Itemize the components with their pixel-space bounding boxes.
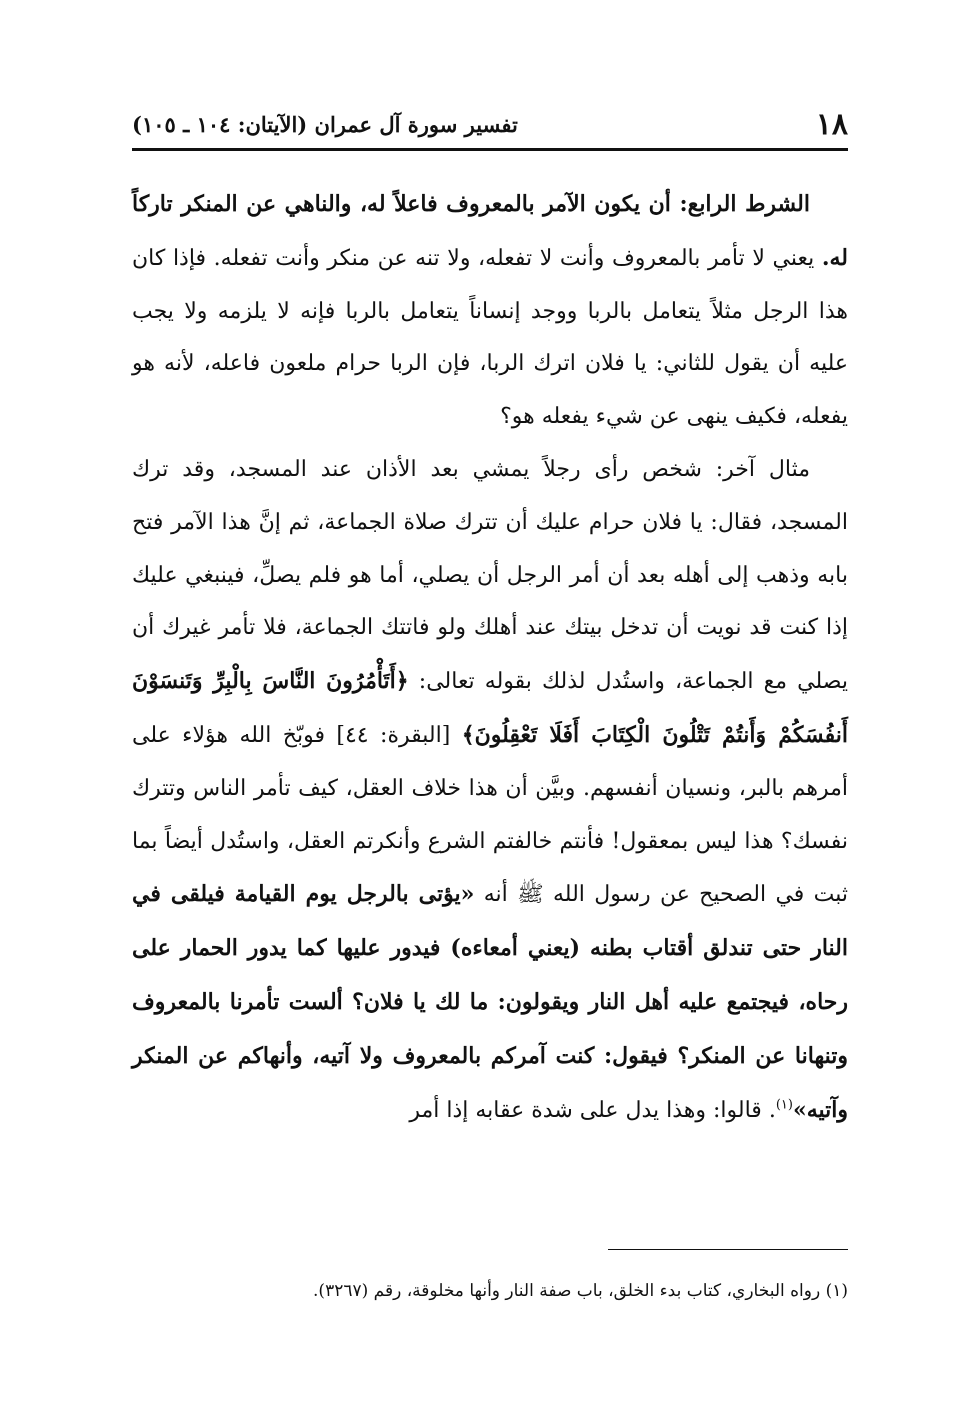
header-rule [132,148,848,151]
paragraph-2-text-3: . قالوا: وهذا يدل على شدة عقابه إذا أمر [409,1097,776,1123]
condition-heading: الشرط الرابع: أن يكون الآمر بالمعروف فاعلاً له، والناهي عن المنكر تاركاً له. [132,191,848,271]
paragraph-2 [132,444,848,1137]
paragraph-1 [132,178,848,444]
paragraph-1-text: يعني لا تأمر بالمعروف وأنت لا تفعله، ولا تنه عن منكر وأنت تفعله. فإذا كان هذا الرجل مثلاً يتعامل بالربا ووجد إنساناً يتعامل بالربا فإنه لا يلزمه ولا يجب عليه أن يقول للثاني: يا فلان اترك الربا، فإن الربا حرام ملعون فاعله، لأنه هو يفعله، فكيف ينهى عن شيء يفعله هو؟ [132,245,848,430]
page-number: ١٨ [815,106,848,142]
body-text [132,178,848,1137]
quran-verse: ﴿أَتَأْمُرُونَ النَّاسَ بِالْبِرِّ وَتَنسَوْنَ أَنفُسَكُمْ وَأَنتُمْ تَتْلُونَ الْكِتَابَ أَفَلَا تَعْقِلُونَ﴾ [132,668,848,748]
footnote: (١) رواه البخاري، كتاب بدء الخلق، باب صفة النار وأنها مخلوقة، رقم (٣٢٦٧). [313,1281,848,1301]
footnote-ref[interactable]: (١) [775,1097,793,1113]
hadith-text: «يؤتى بالرجل يوم القيامة فيلقى في النار حتى تندلق أقتاب بطنه (يعني أمعاءه) فيدور عليها كما يدور الحمار على رحاه، فيجتمع عليه أهل النار ويقولون: ما لك يا فلان؟ ألست تأمرنا بالمعروف وتنهانا عن المنكر؟ فيقول: كنت آمركم بالمعروف ولا آتيه، وأنهاكم عن المنكر وآتيه» [132,881,848,1123]
paragraph-2-text: مثال آخر: شخص رأى رجلاً يمشي بعد الأذان عند المسجد، وقد ترك المسجد، فقال: يا فلان حرام عليك أن تترك صلاة الجماعة، ثم إنَّ هذا الآمر فتح بابه وذهب إلى أهله بعد أن أمر الرجل أن يصلي، أما هو فلم يصلِّ، فينبغي عليك إذا كنت قد نويت أن تدخل بيتك عند أهلك ولو فاتتك الجماعة، فلا تأمر غيرك أن يصلي مع الجماعة، واستُدل لذلك بقوله تعالى: [132,456,848,695]
running-title: تفسير سورة آل عمران (الآيتان: ١٠٤ ـ ١٠٥) [132,111,518,137]
page-header [132,104,848,144]
footnote-rule [608,1249,848,1250]
paragraph-2-text-2: [البقرة: ٤٤] فوبّخ الله هؤلاء على أمرهم بالبر، ونسيان أنفسهم. وبيَّن أن هذا خلاف العقل، كيف تأمر الناس وتترك نفسك؟ هذا ليس بمعقول! فأنتم خالفتم الشرع وأنكرتم العقل، واستُدل أيضاً بما ثبت في الصحيح عن رسول الله ﷺ أنه [132,722,848,908]
